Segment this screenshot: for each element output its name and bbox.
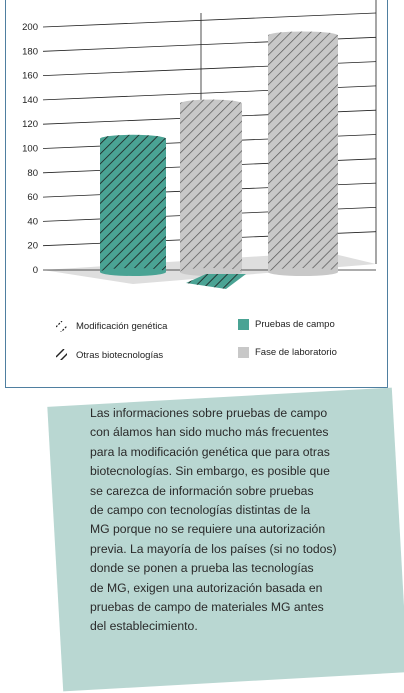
y-tick-label: 0 [32,265,38,276]
note-line: pruebas de campo de materiales MG antes [90,600,324,615]
y-tick-label: 140 [22,94,38,106]
note-line: donde se ponen a prueba las tecnologías [90,561,314,576]
bar-laboratorio-otras [268,32,338,276]
y-tick-label: 60 [27,192,38,204]
y-tick-label: 180 [22,46,38,58]
legend-label-laboratorio: Fase de laboratorio [255,347,337,358]
note-line: con álamos han sido mucho más frecuentes [90,425,329,440]
legend-label-modificacion: Modificación genética [76,321,168,332]
chart-frame [5,0,388,388]
bar-laboratorio-modificacion [180,100,242,276]
note-line: de campo con tecnologías distintas de la [90,503,311,518]
note-line: para la modificación genética que para otras [90,444,330,459]
legend-label-pruebas: Pruebas de campo [255,319,335,330]
note-line: de MG, exigen una autorización basada en [90,580,323,595]
gridline [43,13,376,27]
bar-laboratorio-otras-hatch [268,36,338,272]
bar-pruebas-modificacion-hatch [100,139,166,272]
note-line: Las informaciones sobre pruebas de campo [90,406,328,420]
y-tick-label: 40 [27,216,38,228]
legend-label-otras: Otras biotecnologías [76,350,164,361]
y-tick-label: 100 [22,143,38,155]
bar-laboratorio-modificacion-top-hatch [180,100,242,108]
note-line: se carezca de información sobre pruebas [90,483,314,498]
legend-swatch-modificacion [56,321,67,332]
bar-laboratorio-otras-top-hatch [268,32,338,40]
bar-pruebas-modificacion-top-hatch [100,135,166,143]
note-line: biotecnologías. Sin embargo, es posible que [90,464,330,479]
bar-pruebas-modificacion [100,135,166,276]
y-tick-label: 120 [22,119,38,131]
note-line: previa. La mayoría de los países (si no todos) [90,541,337,556]
note-line: MG porque no se requiere una autorización [90,522,326,537]
legend-swatch-laboratorio [238,347,249,358]
bar-laboratorio-modificacion-hatch [180,104,242,272]
note-line: del establecimiento. [90,619,198,634]
note-text [90,404,386,637]
y-tick-label: 200 [22,22,38,33]
y-tick-label: 80 [27,167,38,179]
bar-pruebas-modificacion-base [100,268,166,276]
legend-swatch-pruebas [238,319,249,330]
legend-swatch-otras [56,349,67,360]
y-tick-label: 20 [27,240,38,252]
bar-laboratorio-otras-base [268,268,338,276]
y-tick-label: 160 [22,70,38,82]
